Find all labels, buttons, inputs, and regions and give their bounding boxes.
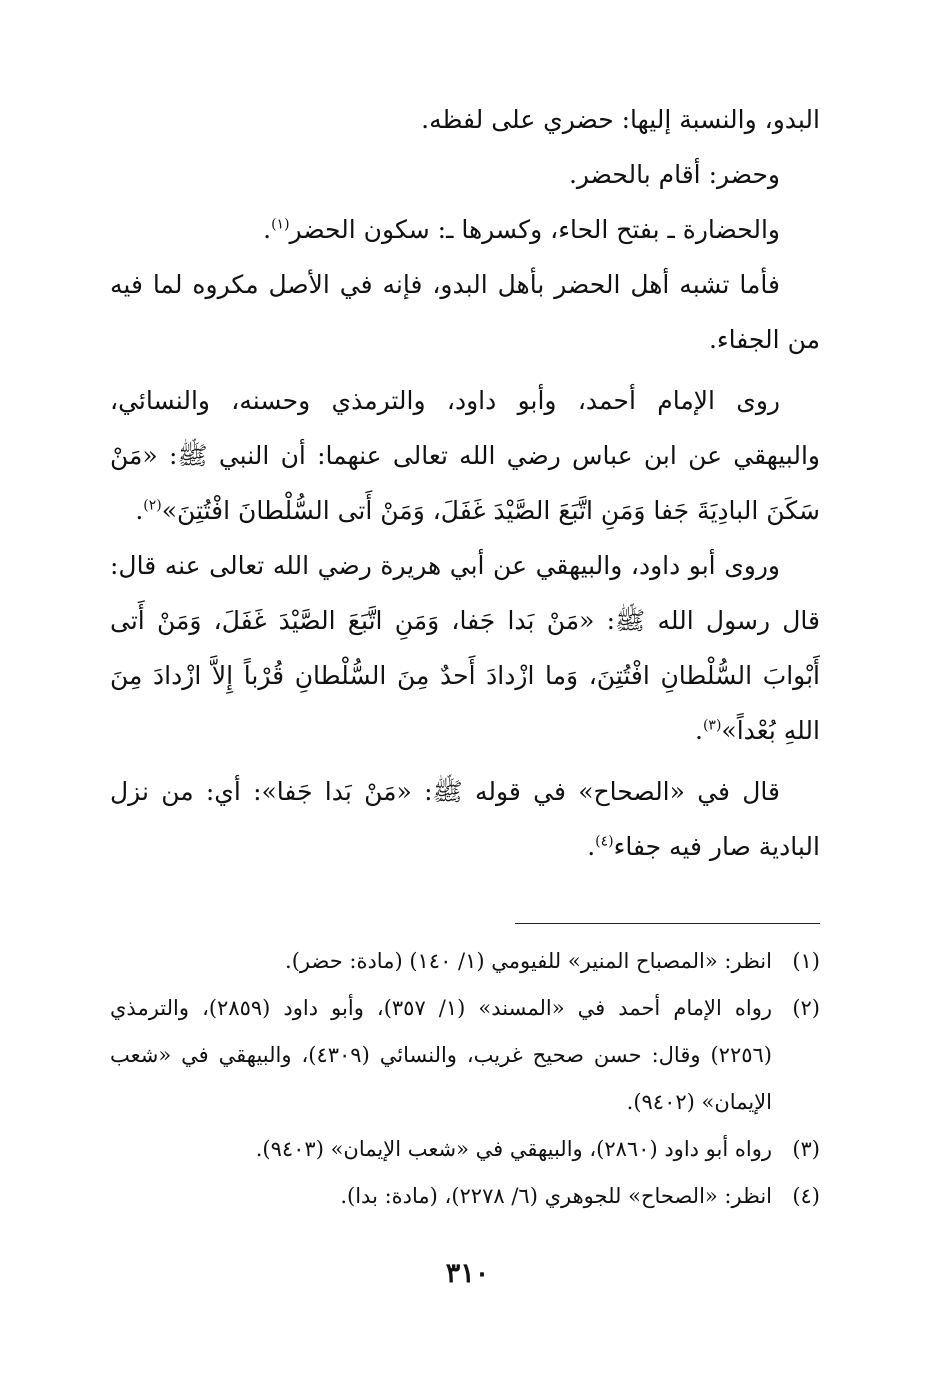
main-text: [110, 92, 820, 874]
footnote-number: (١): [792, 949, 820, 973]
footnote-ref-2[interactable]: (٢): [143, 497, 162, 514]
paragraph-1: البدو، والنسبة إليها: حضري على لفظه.: [421, 105, 820, 134]
footnote-3: [110, 1126, 820, 1173]
footnote-2: [110, 985, 820, 1126]
footnote-ref-3[interactable]: (٣): [702, 717, 722, 734]
paragraph-5: روى الإمام أحمد، وأبو داود، والترمذي وحسنه، والنسائي، والبيهقي عن ابن عباس رضي الله تعالى عنهما: أن النبي ﷺ: «مَنْ سَكَنَ البادِيَةَ جَفا وَمَنِ اتَّبَعَ الصَّيْدَ غَفَلَ، وَمَنْ أَتى السُّلْطانَ افْتُتِنَ»$^{(٢)}$.: [110, 386, 820, 525]
footnote-1: [110, 938, 820, 985]
paragraph-2: وحضر: أقام بالحضر.: [568, 160, 780, 189]
footnotes: [110, 938, 820, 1220]
page-number: ٣١٠: [445, 1258, 490, 1289]
footnote-4: [110, 1173, 820, 1220]
paragraph-6: وروى أبو داود، والبيهقي عن أبي هريرة رضي الله تعالى عنه قال: قال رسول الله ﷺ: «مَنْ بَدا جَفا، وَمَنِ اتَّبَعَ الصَّيْدَ غَفَلَ، وَمَنْ أَتى أَبْوابَ السُّلْطانِ افْتُتِنَ، وَما ازْدادَ أَحدٌ مِنَ السُّلْطانِ قُرْباً إِلاَّ ازْدادَ مِنَ اللهِ بُعْداً»$^{(٣)}$.: [110, 551, 820, 745]
footnote-text: انظر: «المصباح المنير» للفيومي (١/ ١٤٠) (مادة: حضر).: [285, 949, 772, 973]
footnote-number: (٢): [792, 996, 820, 1020]
footnote-text: انظر: «الصحاح» للجوهري (٦/ ٢٢٧٨)، (مادة: بدا).: [340, 1184, 772, 1208]
footnote-number: (٤): [792, 1184, 820, 1208]
footnote-separator: [515, 923, 820, 924]
footnote-ref-1[interactable]: (١): [271, 216, 290, 233]
paragraph-7: قال في «الصحاح» في قوله ﷺ: «مَنْ بَدا جَفا»: أي: من نزل البادية صار فيه جفاء$^{(٤)}$.: [110, 777, 820, 861]
footnote-text: رواه الإمام أحمد في «المسند» (١/ ٣٥٧)، وأبو داود (٢٨٥٩)، والترمذي (٢٢٥٦) وقال: حسن صحيح غريب، والنسائي (٤٣٠٩)، والبيهقي في «شعب الإيمان» (٩٤٠٢).: [110, 996, 772, 1114]
footnote-number: (٣): [792, 1137, 820, 1161]
footnote-text: رواه أبو داود (٢٨٦٠)، والبيهقي في «شعب الإيمان» (٩٤٠٣).: [255, 1137, 772, 1161]
paragraph-3: والحضارة ـ بفتح الحاء، وكسرها ـ: سكون الحضر$^{(١)}$.: [263, 215, 780, 244]
footnote-ref-4[interactable]: (٤): [595, 833, 614, 850]
paragraph-4: فأما تشبه أهل الحضر بأهل البدو، فإنه في الأصل مكروه لما فيه من الجفاء.: [110, 270, 820, 354]
